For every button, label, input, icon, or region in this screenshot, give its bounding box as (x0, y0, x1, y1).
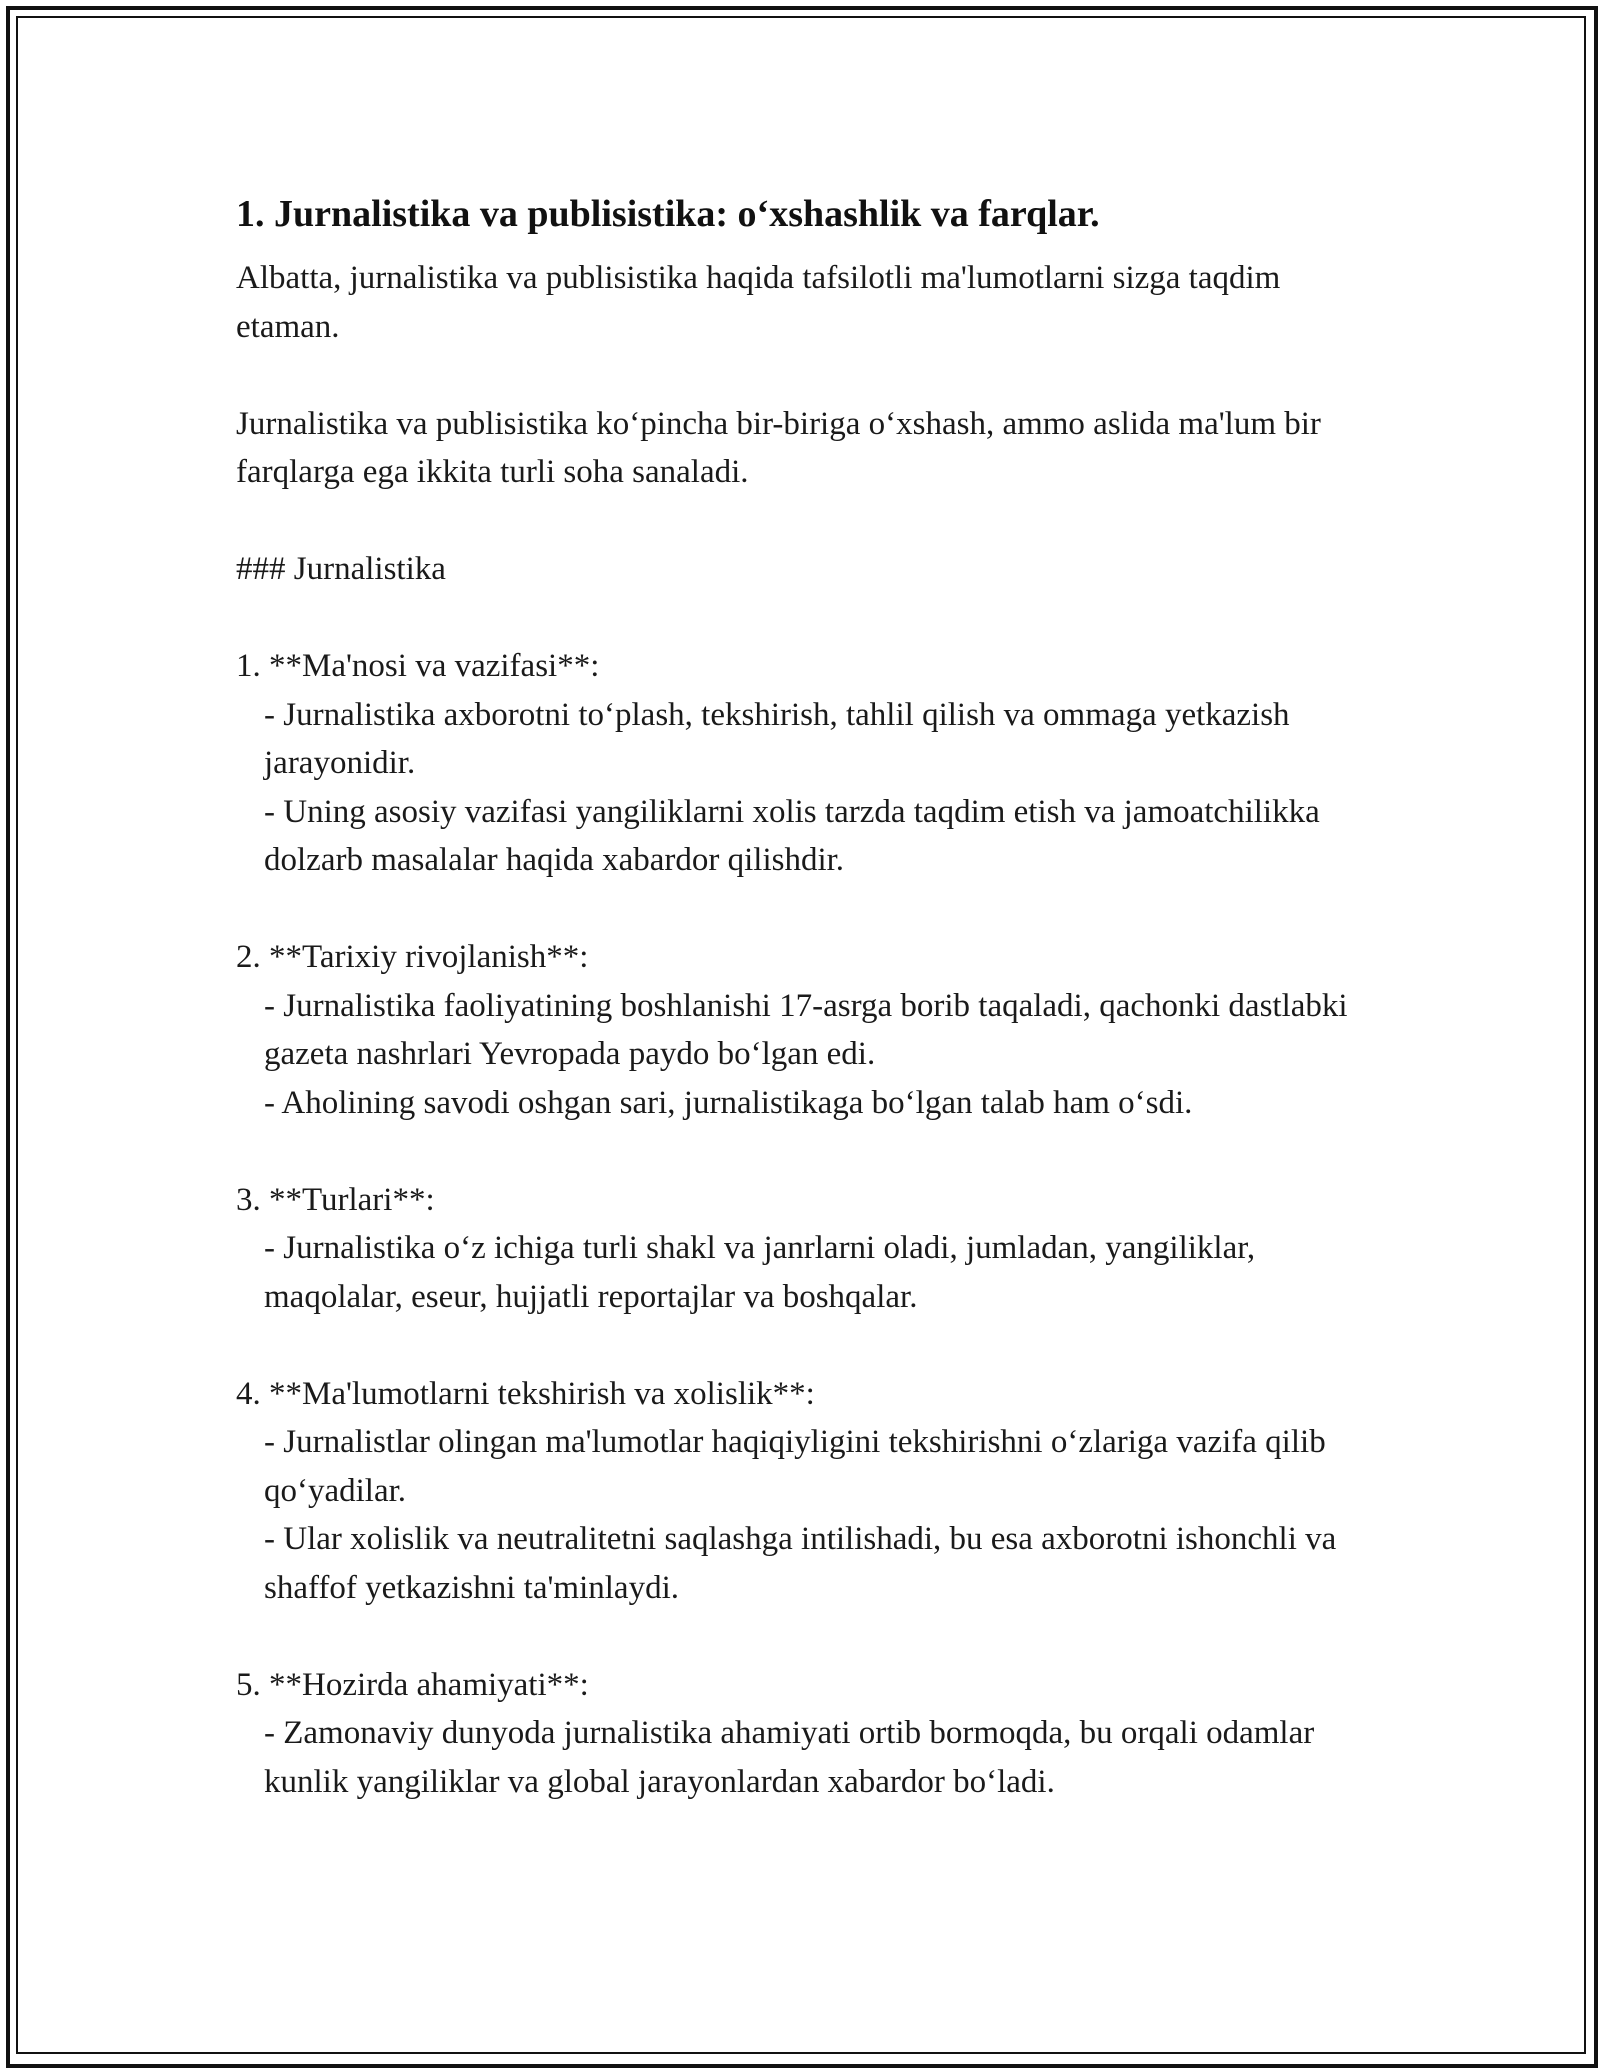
list-item-label: 3. **Turlari**: (236, 1181, 435, 1218)
section-heading: ### Jurnalistika (236, 551, 446, 587)
paragraph-gap (236, 1321, 1386, 1370)
paragraph-gap (236, 351, 1386, 400)
intro-paragraph-1: Albatta, jurnalistika va publisistika haqida tafsilotli ma'lumotlarni sizga taqdim etaman. (236, 260, 1281, 345)
list-item-bullet: - Zamonaviy dunyoda jurnalistika ahamiyati ortib bormoqda, bu orqali odamlar kunlik yangiliklar va global jarayonlardan xabardor bo‘ladi. (264, 1715, 1315, 1800)
list-item-bullet: - Ular xolislik va neutralitetni saqlashga intilishadi, bu esa axborotni ishonchli va shaffof yetkazishni ta'minlaydi. (264, 1521, 1337, 1606)
intro-paragraph-2: Jurnalistika va publisistika ko‘pincha bir-biriga o‘xshash, ammo aslida ma'lum bir farqlarga ega ikkita turli soha sanaladi. (236, 405, 1321, 490)
paragraph-gap (236, 594, 1386, 643)
list-item-bullet: - Jurnalistika faoliyatining boshlanishi 17-asrga borib taqaladi, qachonki dastlabki gazeta nashrlari Yevropada paydo bo‘lgan edi. (264, 987, 1348, 1072)
document-body (236, 186, 1386, 1806)
list-item-label: 2. **Tarixiy rivojlanish**: (236, 939, 589, 975)
document-title: 1. Jurnalistika va publisistika: o‘xshashlik va farqlar. (236, 193, 1100, 235)
list-item (236, 642, 1386, 885)
list-item (236, 1176, 1386, 1322)
list-item-label: 4. **Ma'lumotlarni tekshirish va xolislik**: (236, 1375, 815, 1412)
list-item-bullet: - Uning asosiy vazifasi yangiliklarni xolis tarzda taqdim etish va jamoatchilikka dolzarb masalalar haqida xabardor qilishdir. (264, 793, 1320, 878)
paragraph-gap (236, 497, 1386, 546)
list-item (236, 1370, 1386, 1613)
list-item-bullet: - Jurnalistlar olingan ma'lumotlar haqiqiyligini tekshirishni o‘zlariga vazifa qilib qo‘yadilar. (264, 1424, 1326, 1509)
paragraph-gap (236, 1612, 1386, 1661)
list-item-label: 5. **Hozirda ahamiyati**: (236, 1666, 589, 1703)
paragraph-gap (236, 1127, 1386, 1176)
paragraph-gap (236, 885, 1386, 934)
list-item-bullet: - Aholining savodi oshgan sari, jurnalistikaga bo‘lgan talab ham o‘sdi. (264, 1084, 1193, 1121)
list-item-bullet: - Jurnalistika axborotni to‘plash, tekshirish, tahlil qilish va ommaga yetkazish jarayonidir. (264, 696, 1290, 781)
list-item-bullet: - Jurnalistika o‘z ichiga turli shakl va janrlarni oladi, jumladan, yangiliklar, maqolalar, eseur, hujjatli reportajlar va boshqalar. (264, 1230, 1256, 1315)
list-item (236, 1661, 1386, 1807)
list-item-label: 1. **Ma'nosi va vazifasi**: (236, 648, 600, 684)
list-item (236, 933, 1386, 1127)
